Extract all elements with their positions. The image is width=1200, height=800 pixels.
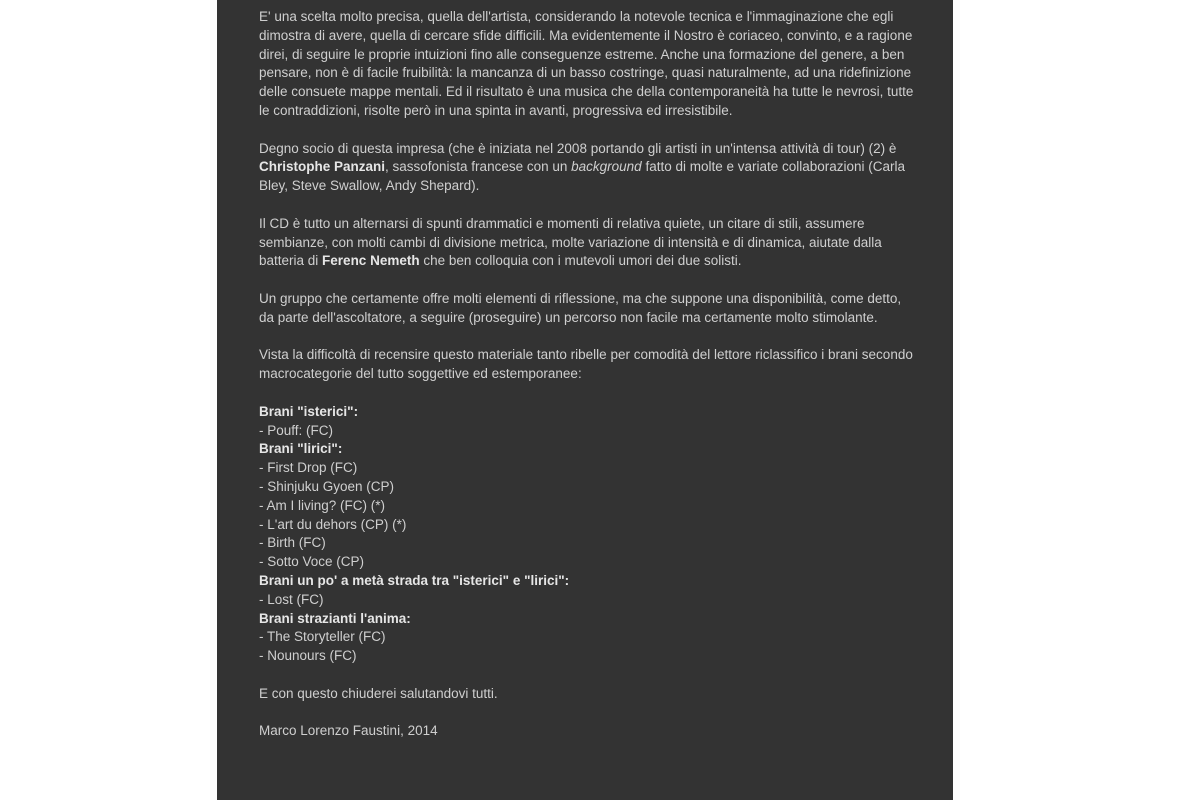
artist-name-nemeth: Ferenc Nemeth	[322, 253, 420, 269]
paragraph-classification: Vista la difficoltà di recensire questo materiale tanto ribelle per comodità del lettore riclassifico i brani secondo macrocategorie del tutto soggettive ed estemporanee:	[259, 347, 913, 382]
track-item: - Sotto Voce (CP)	[259, 554, 365, 570]
category-heading: Brani un po' a metà strada tra "isterici" e "lirici":	[259, 572, 570, 588]
track-categories	[259, 403, 915, 666]
paragraph-group: Un gruppo che certamente offre molti elementi di riflessione, ma che suppone una disponibilità, come detto, da parte dell'ascoltatore, a seguire (proseguire) un percorso non facile ma certamente molto stimolante.	[259, 290, 902, 325]
paragraph-partner	[259, 140, 915, 196]
track-item: - Lost (FC)	[259, 591, 324, 607]
paragraph-partner-text-c: fatto di molte e variate collaborazioni (Carla Bley, Steve Swallow, Andy Shepard).	[259, 159, 906, 194]
track-item: - First Drop (FC)	[259, 460, 358, 476]
track-item: - Birth (FC)	[259, 535, 326, 551]
paragraph-partner-text-a: Degno socio di questa impresa (che è iniziata nel 2008 portando gli artisti in un'intensa attività di tour) (2) è	[259, 140, 897, 156]
paragraph-cd-text-a: Il CD è tutto un alternarsi di spunti drammatici e momenti di relativa quiete, un citare di stili, assumere sembianze, con molti cambi di divisione metrica, molte variazione di intensità e di dinamica, aiutate dalla batteria di	[259, 215, 882, 269]
track-item: - Nounours (FC)	[259, 648, 357, 664]
paragraph-intro: E' una scelta molto precisa, quella dell'artista, considerando la notevole tecnica e l'immaginazione che egli dimostra di avere, quella di cercare sfide difficili. Ma evidentemente il Nostro è coriaceo, convinto, e a ragione direi, di seguire le proprie intuizioni fino alle conseguenze estreme. Anche una formazione del genere, a ben pensare, non è di facile fruibilità: la mancanza di un basso costringe, quasi naturalmente, ad una ridefinizione delle consuete mappe mentali. Ed il risultato è una musica che della contemporaneità ha tutte le nevrosi, tutte le contraddizioni, risolte però in una spinta in avanti, progressiva ed irresistibile.	[259, 9, 914, 118]
closing-line: E con questo chiuderei salutandovi tutti.	[259, 685, 498, 701]
category-heading: Brani strazianti l'anima:	[259, 610, 411, 626]
paragraph-cd-text-b: che ben colloquia con i mutevoli umori dei due solisti.	[419, 253, 742, 269]
track-item: - Pouff: (FC)	[259, 422, 334, 438]
track-item: - Am I living? (FC) (*)	[259, 497, 386, 513]
paragraph-partner-text-b: , sassofonista francese con un	[385, 159, 572, 175]
artist-name-panzani: Christophe Panzani	[259, 159, 386, 175]
track-item: - The Storyteller (FC)	[259, 629, 386, 645]
signature: Marco Lorenzo Faustini, 2014	[259, 723, 438, 739]
track-item: - L'art du dehors (CP) (*)	[259, 516, 407, 532]
paragraph-partner-italic: background	[571, 159, 642, 175]
track-item: - Shinjuku Gyoen (CP)	[259, 478, 395, 494]
category-heading: Brani "isterici":	[259, 403, 359, 419]
category-heading: Brani "lirici":	[259, 441, 343, 457]
paragraph-cd	[259, 215, 915, 271]
article-panel	[217, 0, 953, 800]
